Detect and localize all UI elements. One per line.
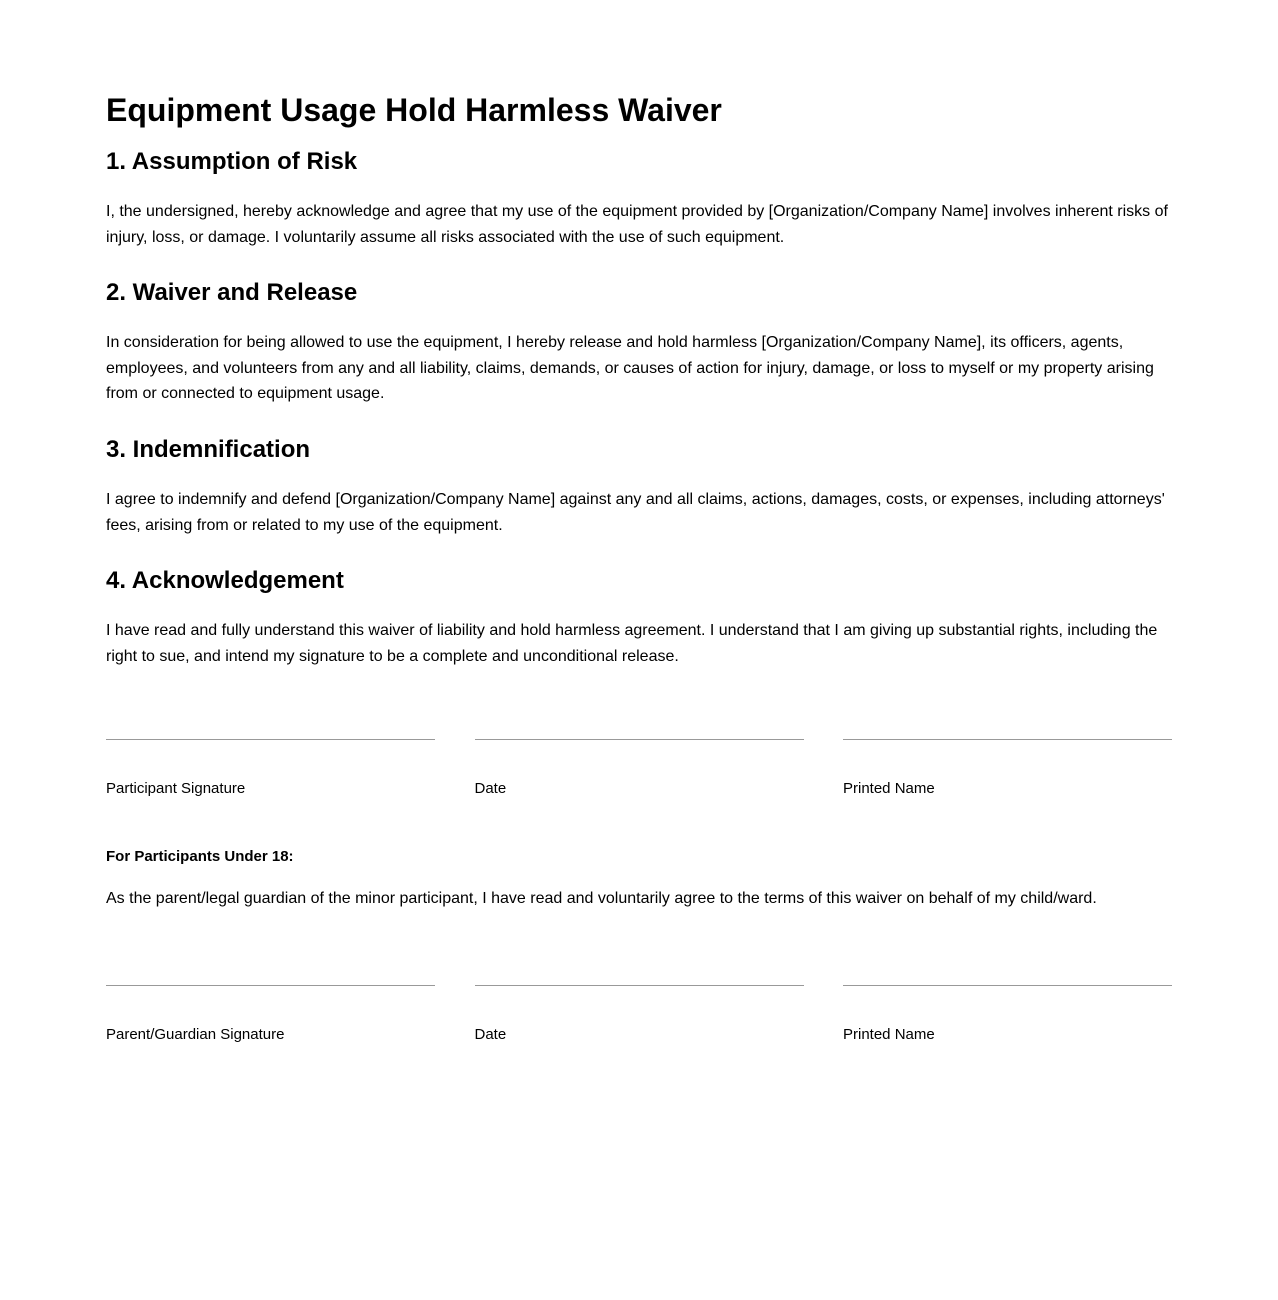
participant-date-field[interactable] [475,739,804,799]
signature-line[interactable] [106,739,435,740]
signature-label: Date [474,780,507,797]
section-body: I, the undersigned, hereby acknowledge and agree that my use of the equipment provided by [Organization/Company Name] involves inherent risks of injury, loss, or damage. I voluntarily assume all risks associated with the use of such equipment. [106,203,1168,246]
signature-label: Printed Name [843,1026,935,1043]
section-assumption-of-risk [106,147,1172,250]
minor-section-body: As the parent/legal guardian of the minor participant, I have read and voluntarily agree to the terms of this waiver on behalf of my child/ward. [106,890,1097,907]
section-heading: 3. Indemnification [106,436,311,463]
section-heading: 4. Acknowledgement [106,567,344,594]
section-acknowledgement [106,566,1172,669]
guardian-printed-name-field[interactable] [843,985,1172,1045]
signature-line[interactable] [843,739,1172,740]
signature-label: Printed Name [843,780,935,797]
signature-line[interactable] [475,739,804,740]
signature-label: Date [474,1026,507,1043]
section-waiver-and-release [106,278,1172,407]
signature-line[interactable] [475,985,804,986]
section-heading: 2. Waiver and Release [106,279,358,306]
participant-printed-name-field[interactable] [843,739,1172,799]
section-body: I agree to indemnify and defend [Organization/Company Name] against any and all claims, actions, damages, costs, or expenses, including attorneys' fees, arising from or related to my use of the equipment. [106,491,1165,534]
participant-signature-field[interactable] [106,739,435,799]
signature-line[interactable] [843,985,1172,986]
section-body: In consideration for being allowed to use the equipment, I hereby release and hold harmless [Organization/Company Name], its officers, agents, employees, and volunteers from any and all liability, claims, demands, or causes of action for injury, damage, or loss to myself or my property arising from or connected to equipment usage. [106,334,1154,403]
section-body: I have read and fully understand this waiver of liability and hold harmless agreement. I understand that I am giving up substantial rights, including the right to sue, and intend my signature to be a complete and unconditional release. [106,622,1158,665]
guardian-date-field[interactable] [475,985,804,1045]
guardian-signature-field[interactable] [106,985,435,1045]
document-title: Equipment Usage Hold Harmless Waiver [106,92,722,128]
participant-signature-row [106,739,1172,799]
section-indemnification [106,435,1172,538]
signature-line[interactable] [106,985,435,986]
signature-label: Parent/Guardian Signature [106,1026,285,1043]
minor-section-heading: For Participants Under 18: [106,848,294,865]
signature-label: Participant Signature [106,780,246,797]
guardian-signature-row [106,985,1172,1045]
section-heading: 1. Assumption of Risk [106,148,358,175]
